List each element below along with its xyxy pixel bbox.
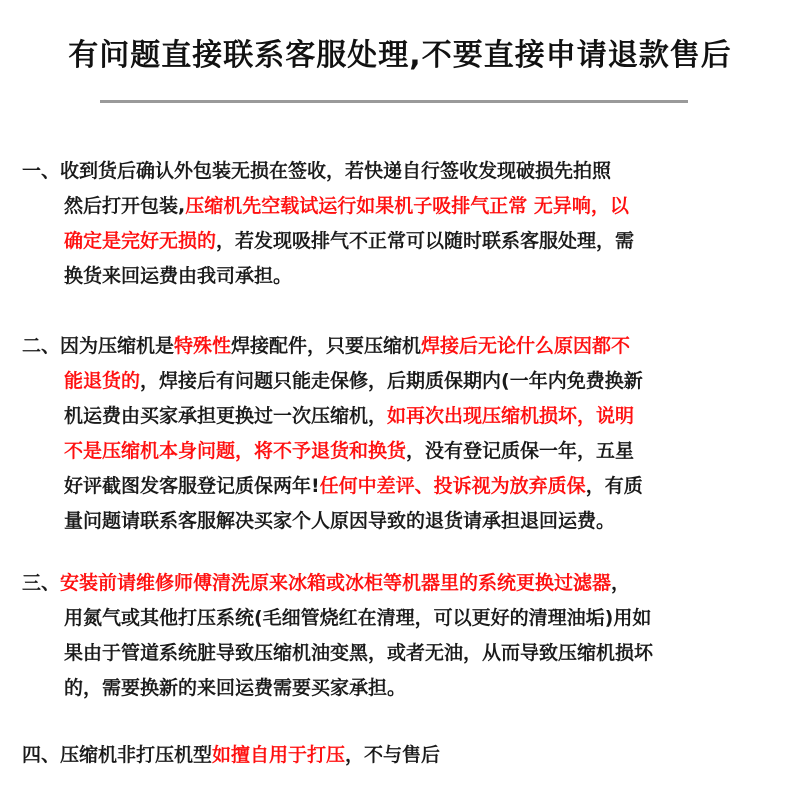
- body-text: 四、压缩机非打压机型: [22, 744, 213, 766]
- page-title: 有问题直接联系客服处理,不要直接申请退款售后: [68, 38, 732, 73]
- section-1-line-1: [22, 154, 782, 189]
- highlight-text: 焊接后无论什么原因都不: [421, 335, 631, 357]
- highlight-text: 安装前请维修师傅清洗原来冰箱或冰柜等机器里的系统更换过滤器: [60, 572, 612, 594]
- body-text: ，: [611, 572, 631, 594]
- section-1-line-4: [22, 259, 782, 294]
- section-3-line-2: [22, 601, 782, 636]
- body-text: ，不与售后: [345, 744, 441, 766]
- body-text: 然后打开包装,: [64, 195, 186, 217]
- highlight-text: 特殊性: [174, 335, 232, 357]
- section-3-line-4: [22, 671, 782, 706]
- highlight-text: 能退货的: [64, 370, 141, 392]
- highlight-text: 确定是完好无损的: [64, 230, 217, 252]
- highlight-text: 任何中差评、投诉视为放弃质保: [319, 475, 586, 497]
- section-2-line-6: [22, 504, 782, 539]
- body-text: 的，需要换新的来回运费需要买家承担。: [64, 677, 407, 699]
- body-text: 果由于管道系统脏导致压缩机油变黑，或者无油，从而导致压缩机损坏: [64, 642, 654, 664]
- section-2-line-1: [22, 329, 782, 364]
- section-1-line-3: [22, 224, 782, 259]
- body-text: ，若发现吸排气不正常可以随时联系客服处理，需: [216, 230, 635, 252]
- section-3-line-3: [22, 636, 782, 671]
- section-3: [22, 566, 782, 706]
- section-2-line-5: [22, 469, 782, 504]
- body-text: 用氮气或其他打压系统(毛细管烧红在清理，可以更好的清理油垢)用如: [64, 607, 652, 629]
- body-text: 好评截图发客服登记质保两年!: [64, 475, 320, 497]
- body-text: ，焊接后有问题只能走保修，后期质保期内(一年内免费换新: [140, 370, 643, 392]
- section-3-line-1: [22, 566, 782, 601]
- section-4: [22, 738, 782, 773]
- section-1-line-2: [22, 189, 782, 224]
- section-4-line-1: [22, 738, 782, 773]
- body-text: 一、收到货后确认外包装无损在签收，若快递自行签收发现破损先拍照: [22, 160, 612, 182]
- body-text: ，没有登记质保一年，五星: [406, 440, 635, 462]
- section-2-line-2: [22, 364, 782, 399]
- body-text: 二、因为压缩机是: [22, 335, 175, 357]
- highlight-text: 压缩机先空载试运行如果机子吸排气正常 无异响，以: [185, 195, 629, 217]
- highlight-text: 如再次出现压缩机损坏，说明: [387, 405, 635, 427]
- section-2-line-4: [22, 434, 782, 469]
- section-2: [22, 329, 782, 539]
- body-text: 机运费由买家承担更换过一次压缩机，: [64, 405, 388, 427]
- body-text: 三、: [22, 572, 61, 594]
- highlight-text: 不是压缩机本身问题，将不予退货和换货: [64, 440, 407, 462]
- body-text: ，有质: [585, 475, 643, 497]
- section-2-line-3: [22, 399, 782, 434]
- section-1: [22, 154, 782, 294]
- highlight-text: 如擅自用于打压: [212, 744, 346, 766]
- body-text: 量问题请联系客服解决买家个人原因导致的退货请承担退回运费。: [64, 510, 616, 532]
- title-divider: [100, 100, 688, 103]
- body-text: 换货来回运费由我司承担。: [64, 265, 293, 287]
- body-text: 焊接配件，只要压缩机: [231, 335, 422, 357]
